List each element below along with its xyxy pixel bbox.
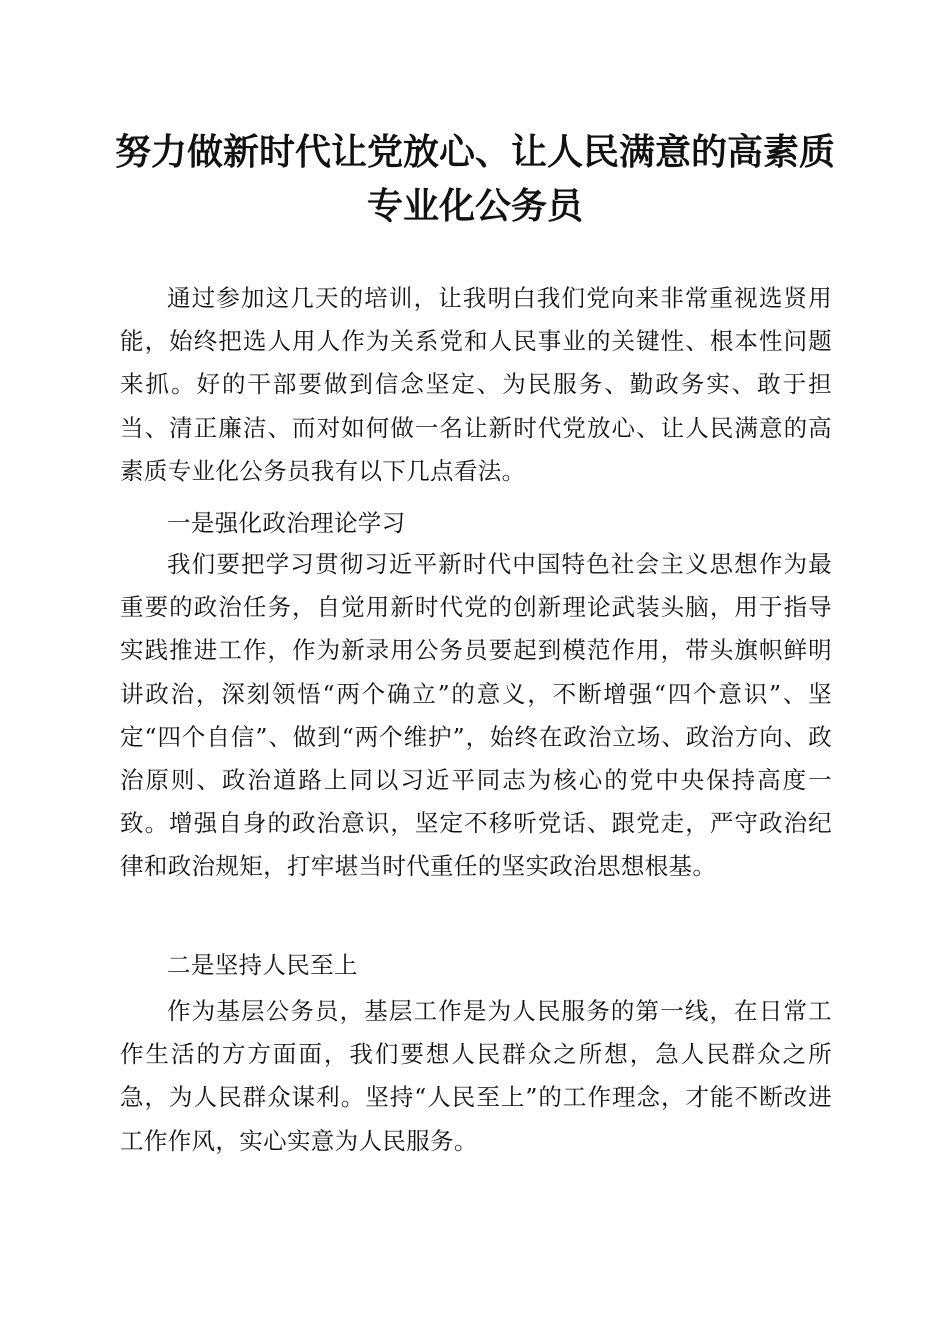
section-heading-1: 一是强化政治理论学习 — [167, 509, 406, 537]
section-2-paragraph: 作为基层公务员，基层工作是为人民服务的第一线，在日常工作生活的方方面面，我们要想人民群众之所想，急人民群众之所急，为人民群众谋利。坚持“人民至上”的工作理念，才能不断改进工作作风，实心实意为人民服务。 — [120, 997, 832, 1155]
section-heading-2: 二是坚持人民至上 — [167, 951, 358, 979]
title-line-2: 专业化公务员 — [366, 186, 583, 227]
document-title — [100, 126, 850, 234]
intro-paragraph: 通过参加这几天的培训，让我明白我们党向来非常重视选贤用能，始终把选人用人作为关系党和人民事业的关键性、根本性问题来抓。好的干部要做到信念坚定、为民服务、勤政务实、敢于担当、清正廉洁、而对如何做一名让新时代党放心、让人民满意的高素质专业化公务员我有以下几点看法。 — [120, 284, 832, 485]
section-1-paragraph: 我们要把学习贯彻习近平新时代中国特色社会主义思想作为最重要的政治任务，自觉用新时代党的创新理论武装头脑，用于指导实践推进工作，作为新录用公务员要起到模范作用，带头旗帜鲜明讲政治，深刻领悟“两个确立”的意义，不断增强“四个意识”、坚定“四个自信”、做到“两个维护”，始终在政治立场、政治方向、政治原则、政治道路上同以习近平同志为核心的党中央保持高度一致。增强自身的政治意识，坚定不移听党话、跟党走，严守政治纪律和政治规矩，打牢堪当时代重任的坚实政治思想根基。 — [120, 550, 832, 881]
title-line-1: 努力做新时代让党放心、让人民满意的高素质 — [114, 132, 835, 173]
